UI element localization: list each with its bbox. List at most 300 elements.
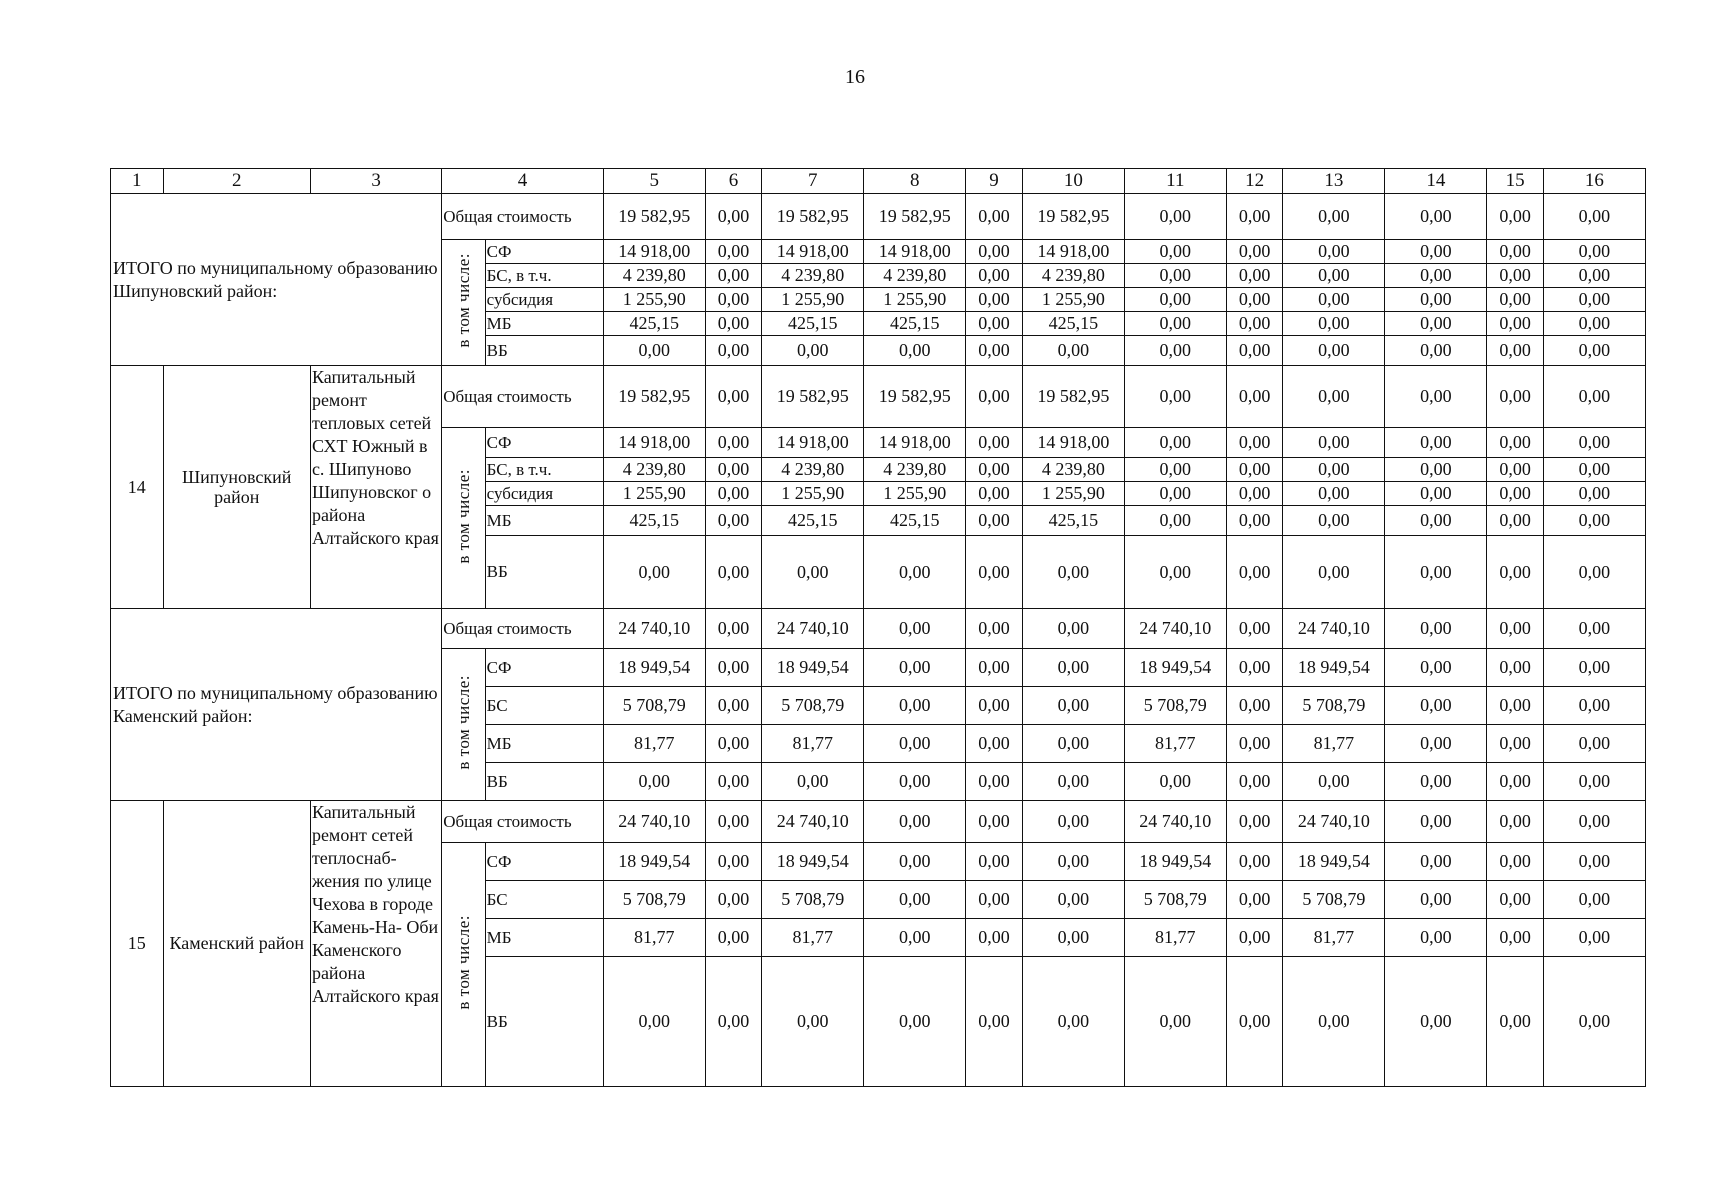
value-cell: 1 255,90: [603, 482, 705, 506]
value-cell: 0,00: [705, 801, 762, 843]
value-cell: 0,00: [1124, 194, 1226, 240]
value-cell: 0,00: [1283, 428, 1385, 458]
value-cell: 18 949,54: [1283, 843, 1385, 881]
value-cell: 0,00: [864, 801, 966, 843]
value-cell: 0,00: [1226, 482, 1283, 506]
funding-source-label: БС, в т.ч.: [485, 458, 603, 482]
value-cell: 0,00: [705, 687, 762, 725]
value-cell: 19 582,95: [1022, 366, 1124, 428]
value-cell: 14 918,00: [603, 428, 705, 458]
value-cell: 0,00: [1283, 336, 1385, 366]
value-cell: 0,00: [1385, 687, 1487, 725]
value-cell: 0,00: [1226, 536, 1283, 609]
value-cell: 0,00: [1543, 843, 1645, 881]
value-cell: 0,00: [1487, 609, 1544, 649]
including-label: в том числе:: [453, 915, 473, 1010]
value-cell: 19 582,95: [603, 194, 705, 240]
funding-source-label: МБ: [485, 312, 603, 336]
value-cell: 0,00: [1022, 609, 1124, 649]
including-label-cell: [442, 240, 485, 366]
value-cell: 0,00: [1385, 536, 1487, 609]
total-cost-label: Общая стоимость: [442, 194, 604, 240]
value-cell: 0,00: [1283, 288, 1385, 312]
value-cell: 0,00: [1124, 336, 1226, 366]
value-cell: 5 708,79: [603, 687, 705, 725]
value-cell: 81,77: [1124, 919, 1226, 957]
value-cell: 5 708,79: [762, 687, 864, 725]
value-cell: 0,00: [1283, 458, 1385, 482]
value-cell: 0,00: [1283, 194, 1385, 240]
item-row: [111, 366, 1646, 428]
value-cell: 0,00: [1487, 288, 1544, 312]
value-cell: 0,00: [1487, 919, 1544, 957]
value-cell: 0,00: [1487, 312, 1544, 336]
value-cell: 0,00: [1543, 919, 1645, 957]
value-cell: 0,00: [864, 957, 966, 1087]
funding-source-label: субсидия: [485, 482, 603, 506]
value-cell: 0,00: [1487, 687, 1544, 725]
value-cell: 0,00: [1487, 649, 1544, 687]
value-cell: 0,00: [966, 881, 1023, 919]
funding-source-label: ВБ: [485, 536, 603, 609]
value-cell: 0,00: [1124, 536, 1226, 609]
value-cell: 0,00: [864, 536, 966, 609]
header-cell-1: 1: [111, 169, 164, 194]
value-cell: 0,00: [1543, 687, 1645, 725]
value-cell: 0,00: [1385, 458, 1487, 482]
value-cell: 81,77: [1283, 725, 1385, 763]
value-cell: 0,00: [1487, 366, 1544, 428]
funding-source-label: СФ: [485, 843, 603, 881]
header-cell-9: 9: [966, 169, 1023, 194]
value-cell: 4 239,80: [603, 458, 705, 482]
value-cell: 0,00: [966, 240, 1023, 264]
item-number: 15: [111, 801, 164, 1087]
value-cell: 0,00: [864, 763, 966, 801]
value-cell: 0,00: [1385, 366, 1487, 428]
value-cell: 19 582,95: [762, 366, 864, 428]
value-cell: 0,00: [1487, 725, 1544, 763]
value-cell: 0,00: [966, 536, 1023, 609]
including-label-cell: [442, 428, 485, 609]
value-cell: 0,00: [762, 957, 864, 1087]
value-cell: 0,00: [1543, 725, 1645, 763]
value-cell: 18 949,54: [1124, 649, 1226, 687]
funding-source-label: СФ: [485, 649, 603, 687]
value-cell: 0,00: [1487, 336, 1544, 366]
value-cell: 14 918,00: [1022, 240, 1124, 264]
value-cell: 0,00: [603, 957, 705, 1087]
value-cell: 0,00: [966, 458, 1023, 482]
item-row: [111, 801, 1646, 843]
value-cell: 1 255,90: [762, 288, 864, 312]
value-cell: 0,00: [966, 336, 1023, 366]
value-cell: 1 255,90: [603, 288, 705, 312]
value-cell: 18 949,54: [762, 843, 864, 881]
value-cell: 0,00: [1543, 957, 1645, 1087]
value-cell: 1 255,90: [1022, 288, 1124, 312]
value-cell: 0,00: [966, 428, 1023, 458]
value-cell: 425,15: [603, 506, 705, 536]
value-cell: 0,00: [966, 649, 1023, 687]
value-cell: 0,00: [1226, 240, 1283, 264]
project-description: Капитальный ремонт сетей теплоснаб- жения по улице Чехова в городе Камень-На- Оби Каменского района Алтайского края: [310, 801, 441, 1087]
value-cell: 0,00: [1385, 881, 1487, 919]
district-name: Шипуновский район: [163, 366, 310, 609]
funding-source-label: СФ: [485, 240, 603, 264]
value-cell: 0,00: [1385, 194, 1487, 240]
value-cell: 0,00: [1385, 957, 1487, 1087]
project-description: Капитальный ремонт тепловых сетей СХТ Южный в с. Шипуново Шипуновског о района Алтайского края: [310, 366, 441, 609]
value-cell: 0,00: [864, 843, 966, 881]
value-cell: 0,00: [1487, 506, 1544, 536]
value-cell: 18 949,54: [1124, 843, 1226, 881]
header-cell-11: 11: [1124, 169, 1226, 194]
value-cell: 4 239,80: [762, 458, 864, 482]
value-cell: 0,00: [1226, 649, 1283, 687]
value-cell: 5 708,79: [762, 881, 864, 919]
total-cost-label: Общая стоимость: [442, 609, 604, 649]
value-cell: 4 239,80: [1022, 458, 1124, 482]
value-cell: 0,00: [1124, 957, 1226, 1087]
value-cell: 19 582,95: [762, 194, 864, 240]
value-cell: 4 239,80: [864, 264, 966, 288]
district-name: Каменский район: [163, 801, 310, 1087]
value-cell: 0,00: [966, 725, 1023, 763]
value-cell: 0,00: [966, 288, 1023, 312]
including-label-cell: [442, 843, 485, 1087]
value-cell: 81,77: [603, 919, 705, 957]
value-cell: 425,15: [762, 506, 864, 536]
including-label: в том числе:: [453, 253, 473, 348]
value-cell: 425,15: [762, 312, 864, 336]
value-cell: 0,00: [966, 506, 1023, 536]
value-cell: 0,00: [1543, 801, 1645, 843]
value-cell: 0,00: [1226, 725, 1283, 763]
value-cell: 0,00: [864, 881, 966, 919]
value-cell: 0,00: [705, 919, 762, 957]
value-cell: 14 918,00: [762, 240, 864, 264]
value-cell: 14 918,00: [1022, 428, 1124, 458]
value-cell: 0,00: [966, 801, 1023, 843]
value-cell: 0,00: [864, 649, 966, 687]
value-cell: 0,00: [1385, 240, 1487, 264]
value-cell: 0,00: [1487, 881, 1544, 919]
value-cell: 4 239,80: [1022, 264, 1124, 288]
header-cell-12: 12: [1226, 169, 1283, 194]
value-cell: 0,00: [1543, 264, 1645, 288]
value-cell: 0,00: [1543, 763, 1645, 801]
value-cell: 0,00: [1283, 264, 1385, 288]
value-cell: 0,00: [1226, 687, 1283, 725]
value-cell: 0,00: [1022, 919, 1124, 957]
value-cell: 0,00: [762, 336, 864, 366]
value-cell: 0,00: [1226, 366, 1283, 428]
value-cell: 0,00: [705, 458, 762, 482]
value-cell: 0,00: [966, 843, 1023, 881]
value-cell: 0,00: [1385, 843, 1487, 881]
value-cell: 0,00: [762, 536, 864, 609]
value-cell: 0,00: [966, 482, 1023, 506]
header-cell-8: 8: [864, 169, 966, 194]
header-cell-5: 5: [603, 169, 705, 194]
value-cell: 0,00: [864, 687, 966, 725]
value-cell: 0,00: [1124, 312, 1226, 336]
value-cell: 0,00: [1543, 649, 1645, 687]
value-cell: 0,00: [1543, 288, 1645, 312]
value-cell: 0,00: [705, 881, 762, 919]
value-cell: 0,00: [1124, 482, 1226, 506]
value-cell: 81,77: [603, 725, 705, 763]
value-cell: 425,15: [864, 506, 966, 536]
value-cell: 0,00: [1543, 881, 1645, 919]
budget-table: [110, 168, 1646, 1087]
value-cell: 0,00: [864, 725, 966, 763]
value-cell: 0,00: [1022, 801, 1124, 843]
value-cell: 0,00: [705, 428, 762, 458]
value-cell: 0,00: [1283, 312, 1385, 336]
value-cell: 24 740,10: [1124, 609, 1226, 649]
value-cell: 5 708,79: [1124, 687, 1226, 725]
including-label-cell: [442, 649, 485, 801]
value-cell: 0,00: [1385, 428, 1487, 458]
value-cell: 1 255,90: [864, 482, 966, 506]
value-cell: 0,00: [1226, 843, 1283, 881]
value-cell: 0,00: [1226, 288, 1283, 312]
funding-source-label: МБ: [485, 725, 603, 763]
value-cell: 425,15: [603, 312, 705, 336]
value-cell: 0,00: [1543, 336, 1645, 366]
value-cell: 14 918,00: [864, 240, 966, 264]
header-cell-6: 6: [705, 169, 762, 194]
item-number: 14: [111, 366, 164, 609]
value-cell: 0,00: [1283, 957, 1385, 1087]
value-cell: 0,00: [1226, 336, 1283, 366]
value-cell: 0,00: [1543, 458, 1645, 482]
value-cell: 0,00: [1283, 240, 1385, 264]
value-cell: 0,00: [1226, 312, 1283, 336]
value-cell: 0,00: [864, 336, 966, 366]
value-cell: 0,00: [705, 240, 762, 264]
value-cell: 19 582,95: [864, 194, 966, 240]
value-cell: 81,77: [762, 725, 864, 763]
value-cell: 0,00: [1124, 264, 1226, 288]
value-cell: 0,00: [762, 763, 864, 801]
value-cell: 0,00: [1022, 881, 1124, 919]
value-cell: 0,00: [705, 649, 762, 687]
value-cell: 0,00: [1487, 428, 1544, 458]
value-cell: 0,00: [1283, 763, 1385, 801]
value-cell: 19 582,95: [603, 366, 705, 428]
value-cell: 0,00: [1226, 881, 1283, 919]
value-cell: 425,15: [1022, 506, 1124, 536]
header-cell-13: 13: [1283, 169, 1385, 194]
value-cell: 0,00: [603, 763, 705, 801]
header-cell-7: 7: [762, 169, 864, 194]
value-cell: 14 918,00: [762, 428, 864, 458]
value-cell: 5 708,79: [1283, 881, 1385, 919]
value-cell: 0,00: [1487, 843, 1544, 881]
value-cell: 0,00: [1124, 428, 1226, 458]
value-cell: 5 708,79: [1283, 687, 1385, 725]
value-cell: 0,00: [1124, 506, 1226, 536]
value-cell: 5 708,79: [1124, 881, 1226, 919]
funding-source-label: МБ: [485, 506, 603, 536]
funding-source-label: МБ: [485, 919, 603, 957]
funding-source-label: СФ: [485, 428, 603, 458]
total-row: [111, 194, 1646, 240]
value-cell: 0,00: [1385, 264, 1487, 288]
value-cell: 0,00: [1487, 801, 1544, 843]
header-row: [111, 169, 1646, 194]
value-cell: 0,00: [705, 312, 762, 336]
value-cell: 0,00: [1487, 482, 1544, 506]
value-cell: 0,00: [1226, 609, 1283, 649]
value-cell: 0,00: [966, 687, 1023, 725]
value-cell: 19 582,95: [1022, 194, 1124, 240]
value-cell: 4 239,80: [864, 458, 966, 482]
value-cell: 4 239,80: [762, 264, 864, 288]
value-cell: 0,00: [1487, 240, 1544, 264]
value-cell: 0,00: [1226, 919, 1283, 957]
value-cell: 18 949,54: [603, 649, 705, 687]
value-cell: 0,00: [1385, 725, 1487, 763]
value-cell: 0,00: [1385, 506, 1487, 536]
value-cell: 0,00: [1226, 801, 1283, 843]
value-cell: 81,77: [1283, 919, 1385, 957]
value-cell: 0,00: [966, 264, 1023, 288]
value-cell: 0,00: [1124, 763, 1226, 801]
value-cell: 0,00: [966, 763, 1023, 801]
value-cell: 0,00: [1022, 649, 1124, 687]
value-cell: 0,00: [1226, 506, 1283, 536]
value-cell: 425,15: [1022, 312, 1124, 336]
value-cell: 0,00: [1226, 957, 1283, 1087]
funding-source-label: БС, в т.ч.: [485, 264, 603, 288]
value-cell: 81,77: [762, 919, 864, 957]
value-cell: 18 949,54: [1283, 649, 1385, 687]
value-cell: 0,00: [1385, 609, 1487, 649]
value-cell: 0,00: [1226, 264, 1283, 288]
value-cell: 0,00: [705, 264, 762, 288]
value-cell: 0,00: [1385, 649, 1487, 687]
value-cell: 0,00: [1022, 536, 1124, 609]
value-cell: 0,00: [1226, 428, 1283, 458]
value-cell: 0,00: [966, 609, 1023, 649]
value-cell: 0,00: [1022, 957, 1124, 1087]
value-cell: 0,00: [1283, 536, 1385, 609]
value-cell: 0,00: [1124, 288, 1226, 312]
value-cell: 0,00: [1385, 801, 1487, 843]
value-cell: 18 949,54: [762, 649, 864, 687]
value-cell: 0,00: [1543, 609, 1645, 649]
block-total-title: ИТОГО по муниципальному образованию Шипуновский район:: [111, 194, 442, 366]
value-cell: 14 918,00: [603, 240, 705, 264]
value-cell: 0,00: [705, 336, 762, 366]
value-cell: 0,00: [1226, 194, 1283, 240]
value-cell: 19 582,95: [864, 366, 966, 428]
value-cell: 0,00: [603, 336, 705, 366]
value-cell: 0,00: [966, 366, 1023, 428]
value-cell: 0,00: [1022, 687, 1124, 725]
block-total-title: ИТОГО по муниципальному образованию Каменский район:: [111, 609, 442, 801]
total-row: [111, 609, 1646, 649]
total-cost-label: Общая стоимость: [442, 801, 604, 843]
value-cell: 0,00: [966, 957, 1023, 1087]
funding-source-label: ВБ: [485, 957, 603, 1087]
value-cell: 81,77: [1124, 725, 1226, 763]
value-cell: 0,00: [864, 609, 966, 649]
value-cell: 1 255,90: [1022, 482, 1124, 506]
header-cell-3: 3: [310, 169, 441, 194]
value-cell: 0,00: [1543, 194, 1645, 240]
value-cell: 18 949,54: [603, 843, 705, 881]
header-cell-15: 15: [1487, 169, 1544, 194]
page-number: 16: [845, 66, 865, 88]
value-cell: 0,00: [705, 288, 762, 312]
value-cell: 4 239,80: [603, 264, 705, 288]
value-cell: 0,00: [1487, 458, 1544, 482]
value-cell: 1 255,90: [864, 288, 966, 312]
value-cell: 24 740,10: [603, 801, 705, 843]
value-cell: 0,00: [1487, 536, 1544, 609]
header-cell-16: 16: [1543, 169, 1645, 194]
value-cell: 0,00: [1022, 763, 1124, 801]
including-label: в том числе:: [453, 468, 473, 564]
value-cell: 0,00: [1543, 506, 1645, 536]
value-cell: 0,00: [966, 312, 1023, 336]
header-cell-4: 4: [442, 169, 604, 194]
value-cell: 0,00: [1487, 957, 1544, 1087]
value-cell: 0,00: [1385, 919, 1487, 957]
value-cell: 0,00: [705, 957, 762, 1087]
value-cell: 0,00: [1124, 458, 1226, 482]
value-cell: 1 255,90: [762, 482, 864, 506]
value-cell: 0,00: [1385, 336, 1487, 366]
value-cell: 0,00: [1022, 725, 1124, 763]
value-cell: 0,00: [1124, 366, 1226, 428]
value-cell: 0,00: [705, 536, 762, 609]
header-cell-2: 2: [163, 169, 310, 194]
value-cell: 14 918,00: [864, 428, 966, 458]
value-cell: 0,00: [1487, 763, 1544, 801]
value-cell: 0,00: [966, 194, 1023, 240]
value-cell: 425,15: [864, 312, 966, 336]
value-cell: 0,00: [1487, 264, 1544, 288]
value-cell: 0,00: [1487, 194, 1544, 240]
value-cell: 0,00: [705, 609, 762, 649]
value-cell: 0,00: [1226, 763, 1283, 801]
value-cell: 0,00: [1543, 312, 1645, 336]
value-cell: 24 740,10: [1283, 801, 1385, 843]
value-cell: 0,00: [1385, 763, 1487, 801]
value-cell: 0,00: [1283, 366, 1385, 428]
value-cell: 24 740,10: [762, 801, 864, 843]
value-cell: 0,00: [705, 843, 762, 881]
value-cell: 0,00: [705, 366, 762, 428]
value-cell: 0,00: [1385, 312, 1487, 336]
funding-source-label: ВБ: [485, 763, 603, 801]
value-cell: 24 740,10: [762, 609, 864, 649]
value-cell: 24 740,10: [1124, 801, 1226, 843]
value-cell: 0,00: [1124, 240, 1226, 264]
value-cell: 0,00: [966, 919, 1023, 957]
header-cell-14: 14: [1385, 169, 1487, 194]
value-cell: 0,00: [603, 536, 705, 609]
funding-source-label: БС: [485, 687, 603, 725]
value-cell: 0,00: [705, 725, 762, 763]
value-cell: 0,00: [1385, 288, 1487, 312]
